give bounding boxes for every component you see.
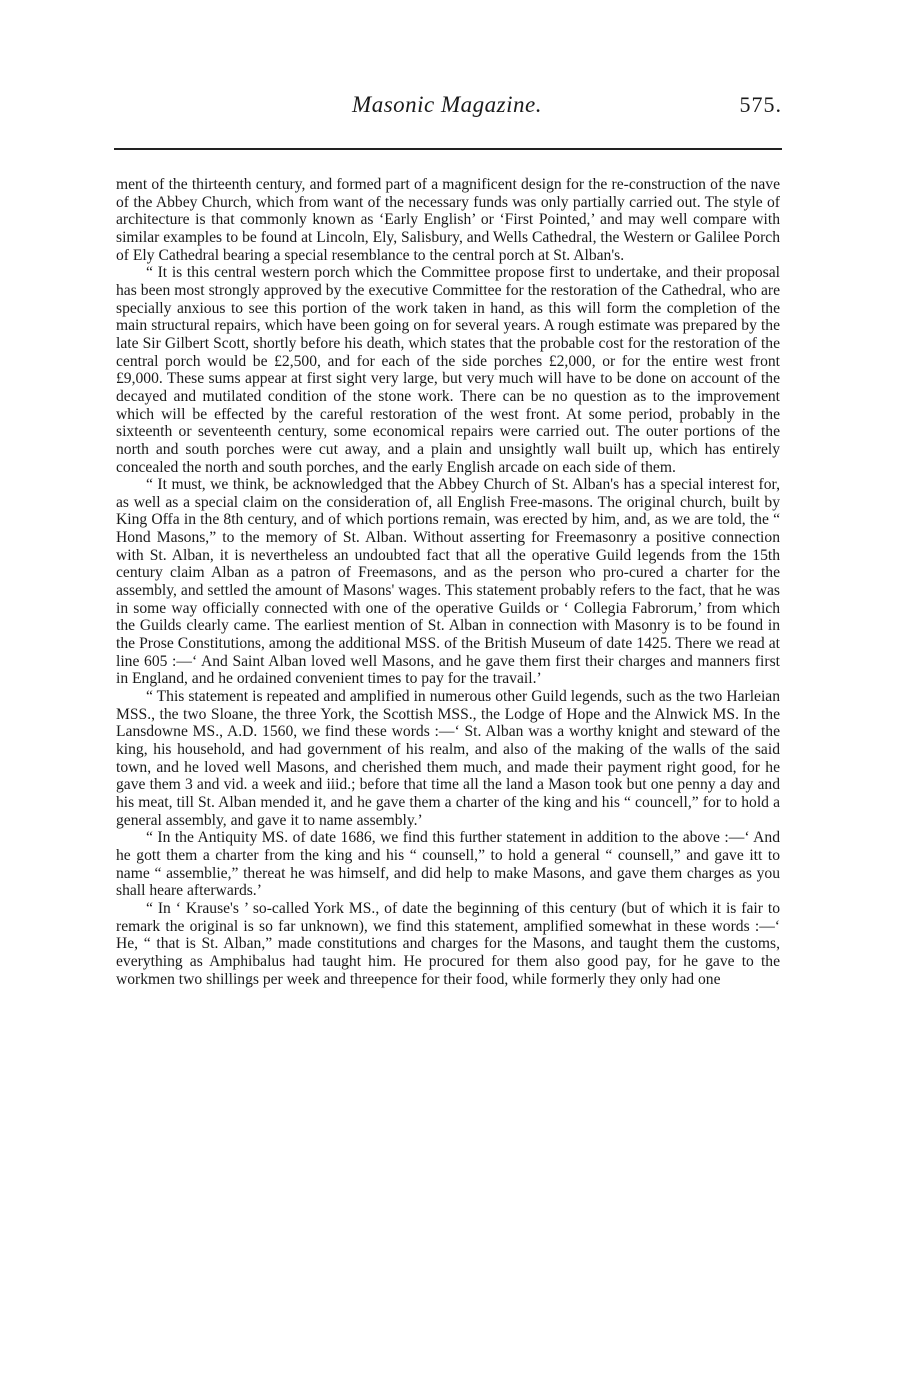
paragraph-antiquity-ms: “ In the Antiquity MS. of date 1686, we find this further statement in addition to the above :—‘ And he gott them a charter from the king and his “ counsell,” to hold a general “ counsell,” and gave itt to name “ assemblie,” thereat he was himself, and did help to make Masons, and gave them charges as you shall heare afterwards.’ [116,829,780,900]
header-rule [114,148,782,150]
page-header [112,88,782,128]
paragraph-st-alban-freemasons: “ It must, we think, be acknowledged that the Abbey Church of St. Alban's has a special interest for, as well as a special claim on the consideration of, all English Free-masons. The original church, built by King Offa in the 8th century, and of which portions remain, was erected by him, and, as we are told, the “ Hond Masons,” to the memory of St. Alban. Without asserting for Freemasonry a positive connection with St. Alban, it is nevertheless an undoubted fact that all the operative Guild legends from the 15th century claim Alban as a patron of Freemasons, and as the person who pro-cured a charter for the assembly, and settled the amount of Masons' wages. This statement probably refers to the fact, that he was in some way officially connected with one of the operative Guilds or ‘ Collegia Fabrorum,’ from which the Guilds clearly came. The earliest mention of St. Alban in connection with Masonry is to be found in the Prose Constitutions, among the additional MSS. of the British Museum of date 1425. There we read at line 605 :—‘ And Saint Alban loved well Masons, and he gave them first their charges and manners first in England, and he ordained convenient times to pay for the travail.’ [116,476,780,688]
page-number: 575. [739,92,782,117]
running-title: Masonic Magazine. [352,92,542,117]
paragraph-krause-york-ms: “ In ‘ Krause's ’ so-called York MS., of date the beginning of this century (but of which it is fair to remark the original is so far unknown), we find this statement, amplified somewhat in these words :—‘ He, “ that is St. Alban,” made constitutions and charges for the Masons, and taught them the customs, everything as Amphibalus had taught him. He procured for them also good pay, for he gave to the workmen two shillings per week and threepence for their food, while formerly they only had one [116,899,780,988]
paragraph-continuation: ment of the thirteenth century, and formed part of a magnificent design for the re-construction of the nave of the Abbey Church, which from want of the necessary funds was only partially carried out. The style of architecture is that commonly known as ‘Early English’ or ‘First Pointed,’ and may well compare with similar examples to be found at Lincoln, Ely, Salisbury, and Wells Cathedral, the Western or Galilee Porch of Ely Cathedral bearing a special resemblance to the central porch at St. Alban's. [116,176,780,264]
paragraph-guild-legends: “ This statement is repeated and amplified in numerous other Guild legends, such as the two Harleian MSS., the two Sloane, the three York, the Scottish MSS., the Lodge of Hope and the Alnwick MS. In the Lansdowne MS., A.D. 1560, we find these words :—‘ St. Alban was a worthy knight and steward of the king, his household, and had government of his realm, and also of the making of the walls of the said town, and he loved well Masons, and cherished them much, and made their payment right good, for he gave them 3 and vid. a week and iiid.; before that time all the land a Mason took but one penny a day and his meat, till St. Alban mended it, and he gave them a charter of the king and his “ councell,” for to hold a general assembly, and gave it to name assembly.’ [116,688,780,829]
paragraph-central-porch: “ It is this central western porch which the Committee propose first to undertake, and their proposal has been most strongly approved by the executive Committee for the restoration of the Cathedral, who are specially anxious to see this portion of the work taken in hand, as this will form the completion of the main structural repairs, which have been going on for several years. A rough estimate was prepared by the late Sir Gilbert Scott, shortly before his death, which states that the probable cost for the restoration of the central porch would be £2,500, and for each of the side porches £2,000, or for the entire west front £9,000. These sums appear at first sight very large, but very much will have to be done on account of the decayed and mutilated condition of the stone work. There can be no question as to the improvement which will be effected by the careful restoration of the west front. At some period, probably in the sixteenth or seventeenth century, some economical repairs were carried out. The outer portions of the north and south porches were cut away, and a plain and unsightly wall built up, which has entirely concealed the north and south porches, and the early English arcade on each side of them. [116,264,780,476]
article-body [116,176,780,988]
